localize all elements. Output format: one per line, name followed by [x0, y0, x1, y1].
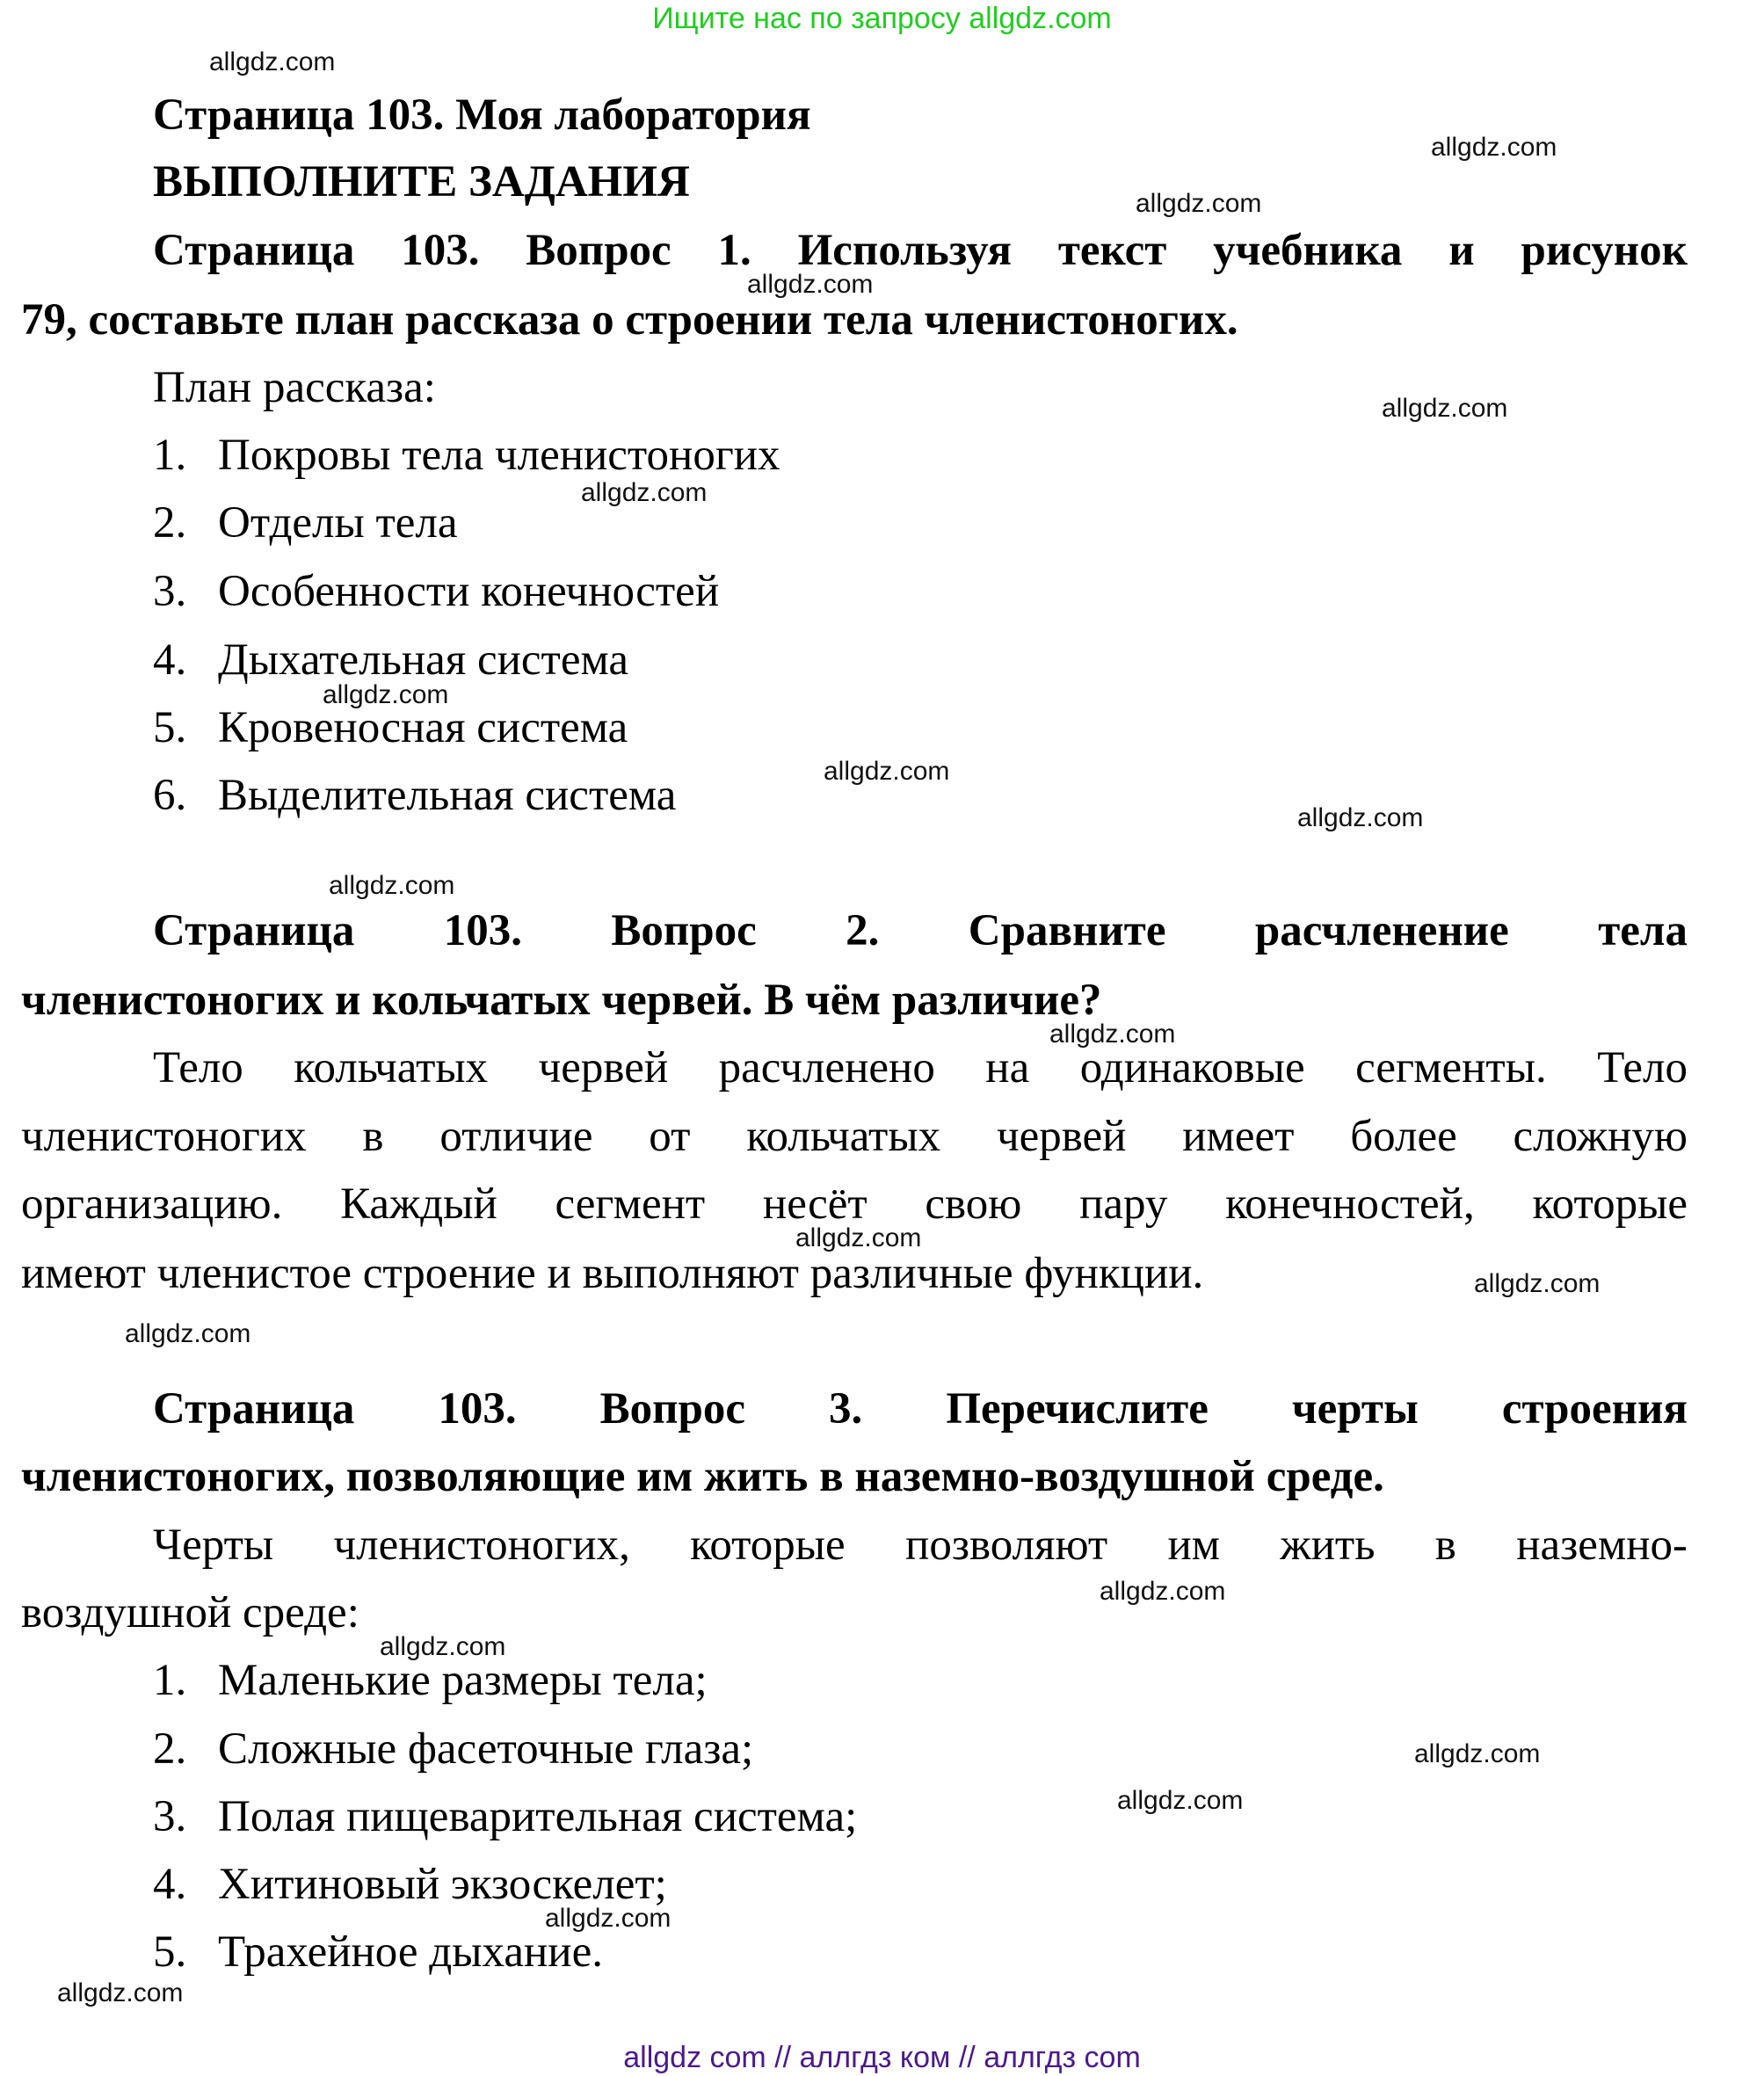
question-1-heading-cont: 79, составьте план рассказа о строении тела членистоногих. — [21, 295, 1238, 345]
answer-line: имеют членистое строение и выполняют различные функции. — [21, 1249, 1204, 1298]
item-text: Покровы тела членистоногих — [218, 431, 780, 480]
watermark: allgdz.com — [1117, 1786, 1244, 1815]
watermark: allgdz.com — [1431, 133, 1557, 162]
item-number: 2. — [153, 498, 187, 548]
item-number: 6. — [153, 771, 187, 820]
answer-line: Тело кольчатых червей расчленено на одинаковые сегменты. Тело — [153, 1043, 1688, 1092]
item-number: 2. — [153, 1724, 187, 1774]
watermark: allgdz.com — [329, 871, 455, 900]
question-3-heading: Страница 103. Вопрос 3. Перечислите черты строения — [153, 1384, 1688, 1434]
question-3-heading-cont: членистоногих, позволяющие им жить в наземно-воздушной среде. — [21, 1452, 1384, 1501]
watermark: allgdz.com — [1297, 803, 1424, 832]
watermark: allgdz.com — [380, 1632, 506, 1661]
item-number: 3. — [153, 1792, 187, 1841]
watermark: allgdz.com — [1100, 1577, 1226, 1606]
item-text: Маленькие размеры тела; — [218, 1656, 708, 1705]
watermark: allgdz.com — [1049, 1020, 1176, 1049]
item-text: Дыхательная система — [218, 635, 629, 685]
watermark: allgdz.com — [57, 1978, 184, 2007]
item-text: Выделительная система — [218, 771, 677, 820]
answer-intro: Черты членистоногих, которые позволяют им жить в наземно- — [153, 1521, 1688, 1570]
question-1-heading: Страница 103. Вопрос 1. Используя текст учебника и рисунок — [153, 226, 1688, 275]
plan-item — [153, 421, 1688, 490]
plan-item — [153, 489, 1688, 557]
watermark: allgdz.com — [824, 757, 950, 786]
watermark: allgdz.com — [795, 1223, 922, 1252]
page-title: Страница 103. Моя лаборатория — [153, 91, 811, 140]
watermark: allgdz.com — [1414, 1739, 1541, 1768]
item-text: Отделы тела — [218, 498, 458, 548]
answer-line: членистоногих в отличие от кольчатых червей имеет более сложную — [21, 1112, 1688, 1161]
item-text: Сложные фасеточные глаза; — [218, 1724, 754, 1774]
watermark: allgdz.com — [747, 270, 874, 299]
watermark: allgdz.com — [545, 1904, 671, 1933]
footer-links: allgdz com // аллгдз ком // аллгдз com — [623, 2041, 1141, 2074]
watermark: allgdz.com — [581, 478, 708, 507]
item-number: 5. — [153, 703, 187, 752]
watermark: allgdz.com — [1382, 394, 1508, 423]
answer-line: организацию. Каждый сегмент несёт свою пару конечностей, которые — [21, 1180, 1688, 1229]
item-number: 5. — [153, 1927, 187, 1977]
item-text: Трахейное дыхание. — [218, 1927, 603, 1977]
watermark: allgdz.com — [125, 1319, 251, 1348]
search-hint-banner: Ищите нас по запросу allgdz.com — [652, 2, 1112, 35]
answer-intro-cont: воздушной среде: — [21, 1588, 359, 1637]
question-2-heading: Страница 103. Вопрос 2. Сравните расчленение тела — [153, 906, 1688, 955]
plan-intro: План рассказа: — [153, 363, 436, 412]
item-number: 3. — [153, 567, 187, 616]
trait-item — [153, 1918, 1688, 1986]
trait-item — [153, 1850, 1688, 1919]
trait-item — [153, 1782, 1688, 1851]
item-text: Хитиновый экзоскелет; — [218, 1860, 667, 1909]
watermark: allgdz.com — [209, 47, 336, 76]
item-number: 1. — [153, 1656, 187, 1705]
item-text: Особенности конечностей — [218, 567, 720, 616]
watermark: allgdz.com — [1136, 189, 1262, 218]
watermark: allgdz.com — [1474, 1269, 1601, 1298]
watermark: allgdz.com — [323, 680, 449, 709]
item-number: 1. — [153, 431, 187, 480]
plan-item — [153, 557, 1688, 626]
question-2-heading-cont: членистоногих и кольчатых червей. В чём различие? — [21, 976, 1102, 1025]
item-number: 4. — [153, 1860, 187, 1909]
item-text: Кровеносная система — [218, 703, 628, 752]
item-text: Полая пищеварительная система; — [218, 1792, 858, 1841]
item-number: 4. — [153, 635, 187, 685]
section-heading: ВЫПОЛНИТЕ ЗАДАНИЯ — [153, 157, 690, 207]
